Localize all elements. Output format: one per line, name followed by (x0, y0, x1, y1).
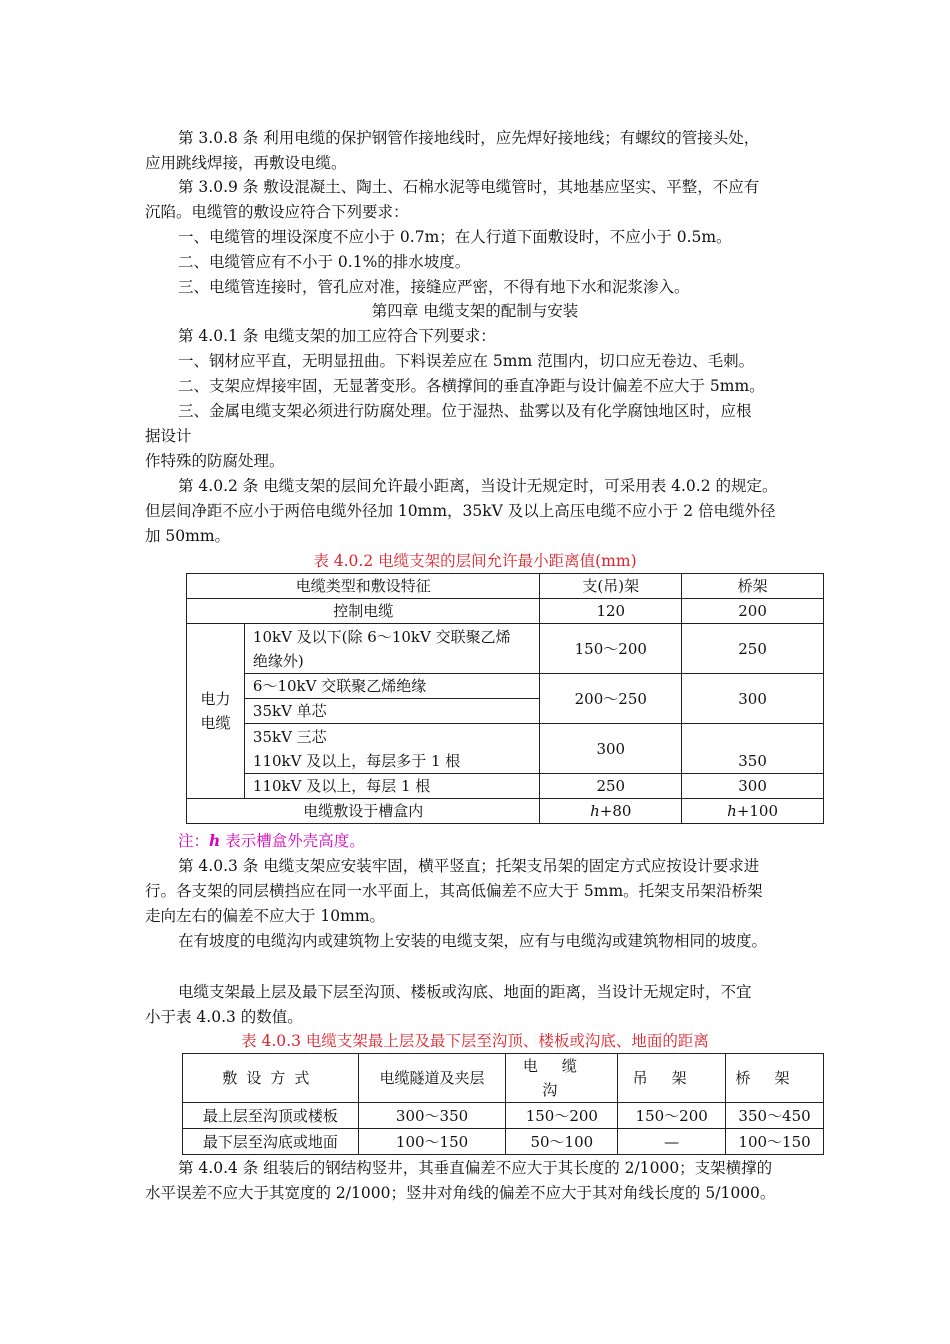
article-4-0-2-line2: 但层间净距不应小于两倍电缆外径加 10mm，35kV 及以上高压电缆不应小于 2 倍电缆外径 (145, 502, 776, 520)
power-cable-group-label (187, 624, 245, 799)
article-3-0-8-line1: 第 3.0.8 条 利用电缆的保护钢管作接地线时，应先焊好接地线；有螺纹的管接头处， (178, 129, 760, 147)
table-cell: 300～350 (358, 1103, 506, 1129)
table-cell: 电缆敷设于槽盒内 (187, 799, 540, 824)
table-4-0-3-header-trench: 电缆沟 (506, 1054, 618, 1103)
table-cell: 150～200 (506, 1103, 618, 1129)
article-4-0-3-line6: 小于表 4.0.3 的数值。 (145, 1008, 303, 1026)
table-cell: 250 (682, 624, 824, 674)
article-3-0-9-line2: 沉陷。电缆管的敷设应符合下列要求： (145, 203, 409, 221)
table-cell: 最下层至沟底或地面 (183, 1129, 359, 1155)
table-cell: 120 (540, 599, 682, 624)
group-label-line: 电缆 (200, 714, 231, 732)
cell-value: +100 (736, 802, 779, 820)
h-symbol: h (727, 802, 737, 820)
note-text: 表示槽盒外壳高度。 (220, 832, 365, 850)
table-4-0-3-header-hanger: 吊架 (618, 1054, 726, 1103)
note-h-symbol: h (209, 831, 221, 850)
article-4-0-3-line2: 行。各支架的同层横挡应在同一水平面上，其高低偏差不应大于 5mm。托架支吊架沿桥架 (145, 882, 763, 900)
table-cell: 200 (682, 599, 824, 624)
table-cell: 100～150 (726, 1129, 824, 1155)
article-3-0-9-line1: 第 3.0.9 条 敷设混凝土、陶土、石棉水泥等电缆管时，其地基应坚实、平整，不应有 (178, 178, 760, 196)
cell-line: 10kV 及以下(除 6～10kV 交联聚乙烯 (252, 627, 511, 646)
article-4-0-1-item1: 一、钢材应平直，无明显扭曲。下料误差应在 5mm 范围内，切口应无卷边、毛刺。 (178, 352, 755, 370)
table-row (183, 1103, 824, 1129)
table-cell: 350～450 (726, 1103, 824, 1129)
article-3-0-8-line2: 应用跳线焊接，再敷设电缆。 (145, 154, 347, 172)
table-cell (540, 799, 682, 824)
cell-line: 绝缘外) (252, 651, 304, 670)
table-cell: 35kV 单芯 (244, 699, 539, 724)
table-4-0-2 (186, 573, 824, 824)
table-4-0-3 (182, 1053, 824, 1155)
article-3-0-9-item1: 一、电缆管的埋设深度不应小于 0.7m；在人行道下面敷设时，不应小于 0.5m。 (178, 228, 732, 246)
table-cell: 6～10kV 交联聚乙烯绝缘 (244, 674, 539, 699)
h-symbol: h (590, 802, 600, 820)
table-cell (244, 724, 539, 774)
article-4-0-2-line3: 加 50mm。 (145, 527, 231, 545)
article-4-0-3-line1: 第 4.0.3 条 电缆支架应安装牢固，横平竖直；托架支吊架的固定方式应按设计要求进 (178, 857, 760, 875)
article-4-0-1-item3-line3: 作特殊的防腐处理。 (145, 452, 285, 470)
cell-line: 110kV 及以上，每层多于 1 根 (252, 751, 461, 770)
note-prefix: 注： (178, 832, 210, 850)
table-4-0-3-caption: 表 4.0.3 电缆支架最上层及最下层至沟顶、楼板或沟底、地面的距离 (241, 1032, 709, 1050)
article-4-0-4-line1: 第 4.0.4 条 组装后的钢结构竖井，其垂直偏差不应大于其长度的 2/1000；支架横撑的 (178, 1159, 773, 1177)
article-4-0-1-item3-line1: 三、金属电缆支架必须进行防腐处理。位于湿热、盐雾以及有化学腐蚀地区时，应根 (178, 402, 752, 420)
table-4-0-2-header-tray: 桥架 (682, 574, 824, 599)
table-4-0-2-caption: 表 4.0.2 电缆支架的层间允许最小距离值(mm) (313, 552, 637, 570)
article-4-0-1: 第 4.0.1 条 电缆支架的加工应符合下列要求： (178, 327, 496, 345)
table-row (183, 1129, 824, 1155)
table-cell: 350 (682, 724, 824, 774)
table-cell (244, 624, 539, 674)
table-cell (682, 799, 824, 824)
table-4-0-3-header-tunnel: 电缆隧道及夹层 (358, 1054, 506, 1103)
table-cell: 控制电缆 (187, 599, 540, 624)
article-4-0-1-item2: 二、支架应焊接牢固，无显著变形。各横撑间的垂直净距与设计偏差不应大于 5mm。 (178, 377, 765, 395)
cell-value: +80 (599, 802, 632, 820)
cell-line: 35kV 三芯 (252, 727, 327, 746)
table-4-0-2-header-hanger: 支(吊)架 (540, 574, 682, 599)
table-cell: 300 (682, 774, 824, 799)
table-4-0-3-header-method: 敷设方式 (183, 1054, 359, 1103)
table-cell: — (618, 1129, 726, 1155)
table-cell: 250 (540, 774, 682, 799)
table-cell: 100～150 (358, 1129, 506, 1155)
table-cell: 300 (682, 674, 824, 724)
article-4-0-4-line2: 水平误差不应大于其宽度的 2/1000；竖井对角线的偏差不应大于其对角线长度的 5/1000。 (145, 1184, 776, 1202)
table-4-0-2-header-type: 电缆类型和敷设特征 (187, 574, 540, 599)
table-cell: 300 (540, 724, 682, 774)
table-cell: 50～100 (506, 1129, 618, 1155)
article-3-0-9-item3: 三、电缆管连接时，管孔应对准，接缝应严密，不得有地下水和泥浆渗入。 (178, 278, 690, 296)
table-cell: 最上层至沟顶或楼板 (183, 1103, 359, 1129)
article-4-0-3-line5: 电缆支架最上层及最下层至沟顶、楼板或沟底、地面的距离，当设计无规定时，不宜 (178, 983, 752, 1001)
group-label-line: 电力 (200, 690, 231, 708)
table-cell: 150～200 (618, 1103, 726, 1129)
table-cell: 200～250 (540, 674, 682, 724)
article-4-0-3-line4: 在有坡度的电缆沟内或建筑物上安装的电缆支架，应有与电缆沟或建筑物相同的坡度。 (178, 932, 768, 950)
article-3-0-9-item2: 二、电缆管应有不小于 0.1%的排水坡度。 (178, 253, 471, 271)
table-4-0-3-header-tray: 桥架 (726, 1054, 824, 1103)
table-4-0-2-note (178, 829, 365, 853)
article-4-0-3-line3: 走向左右的偏差不应大于 10mm。 (145, 907, 386, 925)
chapter-4-heading: 第四章 电缆支架的配制与安装 (371, 302, 579, 320)
article-4-0-1-item3-line2: 据设计 (145, 427, 192, 445)
article-4-0-2-line1: 第 4.0.2 条 电缆支架的层间允许最小距离，当设计无规定时，可采用表 4.0.2 的规定。 (178, 477, 778, 495)
table-cell: 150～200 (540, 624, 682, 674)
table-cell: 110kV 及以上，每层 1 根 (244, 774, 539, 799)
